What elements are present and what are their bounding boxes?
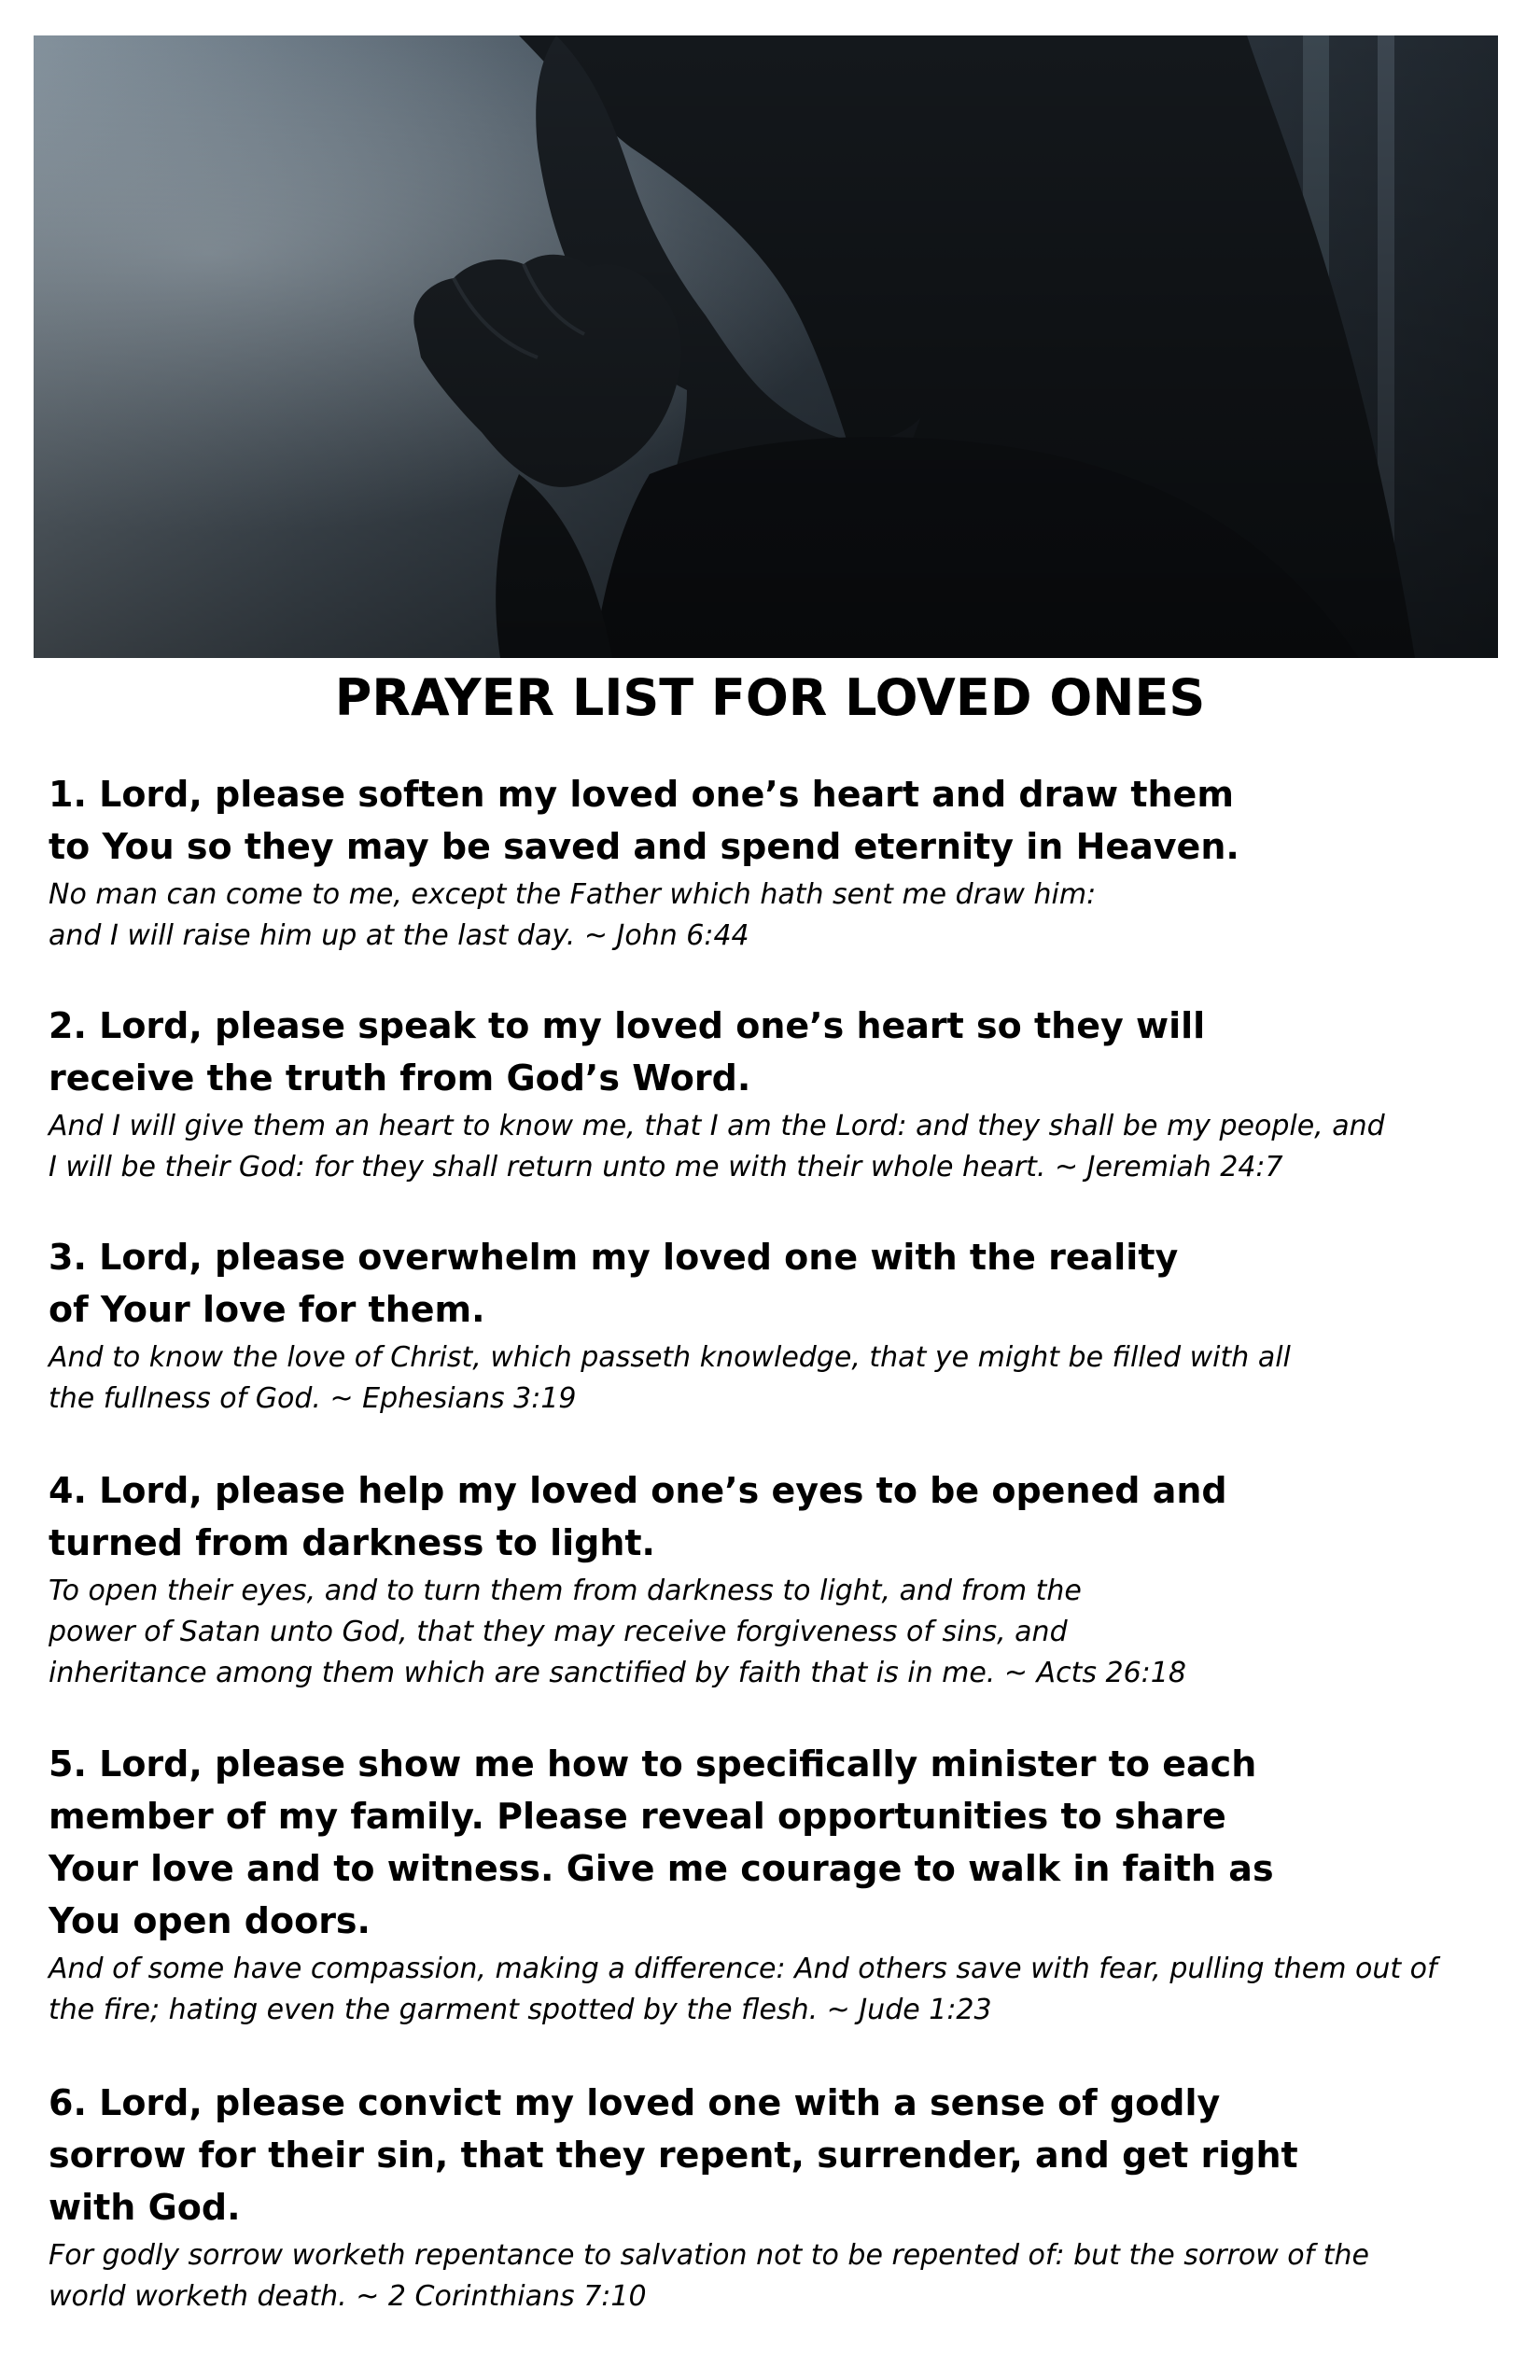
request-line: You open doors. <box>49 1900 371 1941</box>
request-line: 2. Lord, please speak to my loved one’s heart so they will <box>49 1005 1206 1046</box>
request-line: 1. Lord, please soften my loved one’s heart and draw them <box>49 774 1234 815</box>
request-line: turned from darkness to light. <box>49 1522 655 1563</box>
prayer-request <box>49 1738 1505 1947</box>
verse-line: the fire; hating even the garment spotted by the flesh. ~ Jude 1:23 <box>49 1994 992 2026</box>
verse-line: world worketh death. ~ 2 Corinthians 7:10 <box>49 2280 647 2313</box>
prayer-request <box>49 1231 1505 1336</box>
request-line: receive the truth from God’s Word. <box>49 1057 751 1099</box>
verse-line: For godly sorrow worketh repentance to salvation not to be repented of: but the sorrow of the <box>49 2239 1369 2272</box>
request-line: of Your love for them. <box>49 1289 485 1330</box>
request-line: with God. <box>49 2187 241 2228</box>
prayer-request <box>49 2077 1505 2233</box>
page-title: PRAYER LIST FOR LOVED ONES <box>334 668 1206 727</box>
verse-line: And of some have compassion, making a difference: And others save with fear, pulling them out of <box>49 1953 1437 1985</box>
prayer-item-3 <box>49 1231 1505 1420</box>
praying-woman-icon <box>34 35 1498 658</box>
request-line: 6. Lord, please convict my loved one with a sense of godly <box>49 2082 1221 2123</box>
verse-line: And to know the love of Christ, which passeth knowledge, that ye might be filled with all <box>49 1341 1291 1374</box>
prayer-request <box>49 768 1505 873</box>
request-line: to You so they may be saved and spend eternity in Heaven. <box>49 826 1239 867</box>
verse-line: I will be their God: for they shall return unto me with their whole heart. ~ Jeremiah 24:7 <box>49 1151 1283 1183</box>
verse-line: and I will raise him up at the last day. ~ John 6:44 <box>49 919 749 952</box>
verse-line: And I will give them an heart to know me, that I am the Lord: and they shall be my people, and <box>49 1110 1385 1142</box>
scripture-verse <box>49 1337 1505 1420</box>
scripture-verse <box>49 1949 1505 2031</box>
verse-line: No man can come to me, except the Father which hath sent me draw him: <box>49 878 1097 911</box>
prayer-item-4 <box>49 1464 1505 1694</box>
prayer-item-2 <box>49 1000 1505 1188</box>
verse-line: inheritance among them which are sanctified by faith that is in me. ~ Acts 26:18 <box>49 1657 1186 1689</box>
request-line: sorrow for their sin, that they repent, surrender, and get right <box>49 2135 1298 2176</box>
prayer-request <box>49 1000 1505 1104</box>
request-line: 4. Lord, please help my loved one’s eyes to be opened and <box>49 1470 1227 1511</box>
request-line: member of my family. Please reveal opportunities to share <box>49 1796 1226 1837</box>
prayer-item-5 <box>49 1738 1505 2031</box>
scripture-verse <box>49 2235 1505 2317</box>
request-line: 5. Lord, please show me how to specifically minister to each <box>49 1743 1257 1785</box>
request-line: 3. Lord, please overwhelm my loved one with the reality <box>49 1237 1179 1278</box>
verse-line: To open their eyes, and to turn them from darkness to light, and from the <box>49 1575 1082 1607</box>
verse-line: power of Satan unto God, that they may receive forgiveness of sins, and <box>49 1616 1068 1648</box>
verse-line: the fullness of God. ~ Ephesians 3:19 <box>49 1382 577 1415</box>
request-line: Your love and to witness. Give me courage to walk in faith as <box>49 1848 1274 1889</box>
scripture-verse <box>49 1106 1505 1188</box>
hero-photo <box>34 35 1498 658</box>
prayer-item-6 <box>49 2077 1505 2317</box>
scripture-verse <box>49 875 1505 957</box>
scripture-verse <box>49 1571 1505 1694</box>
prayer-request <box>49 1464 1505 1569</box>
prayer-item-1 <box>49 768 1505 957</box>
